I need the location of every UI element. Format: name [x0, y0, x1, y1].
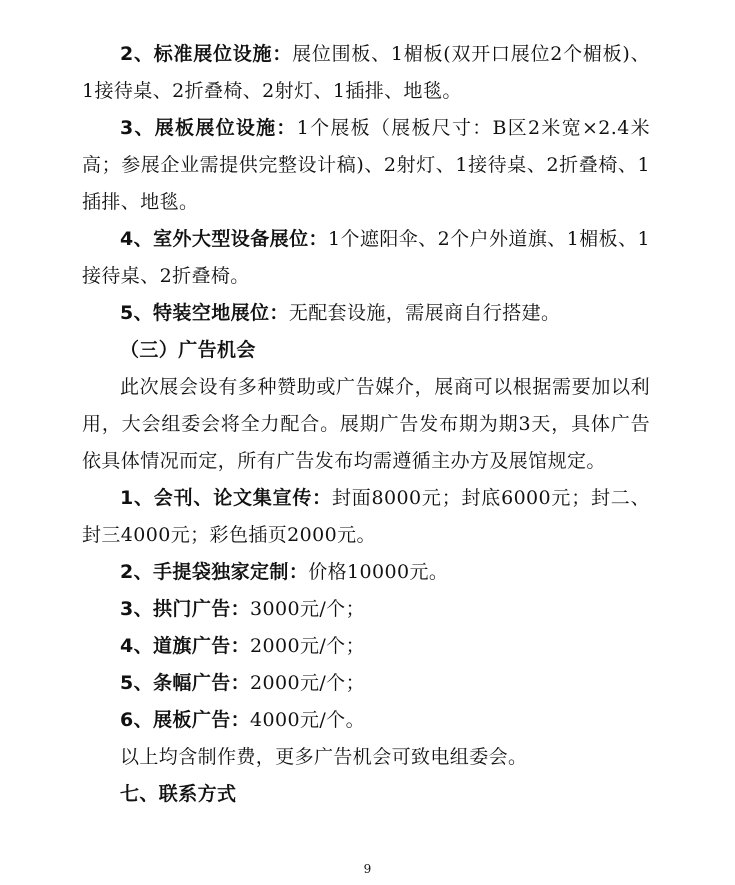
ad-item-3	[82, 591, 650, 628]
ad-item-label: 6、展板广告：	[120, 709, 251, 731]
booth-item-2	[82, 36, 650, 110]
ad-item-text: 价格10000元。	[308, 561, 449, 583]
booth-item-label: 4、室外大型设备展位：	[120, 228, 328, 250]
ad-item-label: 4、道旗广告：	[120, 635, 251, 657]
ad-item-label: 3、拱门广告：	[120, 598, 251, 620]
ad-item-label: 5、条幅广告：	[120, 672, 251, 694]
ad-item-text: 3000元/个；	[250, 598, 365, 620]
document-body	[82, 36, 650, 813]
section-heading-ads: （三）广告机会	[120, 339, 256, 361]
booth-item-text: 无配套设施，需展商自行搭建。	[288, 302, 561, 324]
ad-item-label: 2、手提袋独家定制：	[120, 561, 309, 583]
ad-item-label: 1、会刊、论文集宣传：	[120, 487, 332, 509]
page-number: 9	[363, 862, 372, 876]
ad-item-text: 4000元/个。	[250, 709, 365, 731]
ad-intro-paragraph: 此次展会设有多种赞助或广告媒介，展商可以根据需要加以利用，大会组委会将全力配合。展期广告发布期为期3天，具体广告依具体情况而定，所有广告发布均需遵循主办方及展馆规定。	[82, 376, 650, 472]
booth-item-label: 3、展板展位设施：	[120, 117, 297, 139]
ad-footer-note: 以上均含制作费，更多广告机会可致电组委会。	[120, 746, 528, 768]
ad-item-text: 封面8000元；封底6000元；封二、封三4000元；彩色插页2000元。	[82, 487, 651, 546]
booth-item-text: 1个展板（展板尺寸：B区2米宽×2.4米高；参展企业需提供完整设计稿)、2射灯、1接待桌、2折叠椅、1插排、地毯。	[82, 117, 650, 213]
booth-item-text: 展位围板、1楣板(双开口展位2个楣板)、1接待桌、2折叠椅、2射灯、1插排、地毯。	[82, 43, 650, 102]
section-heading-contact: 七、联系方式	[120, 783, 237, 805]
ad-item-2	[82, 554, 650, 591]
booth-item-label: 2、标准展位设施：	[120, 43, 293, 65]
ad-item-4	[82, 628, 650, 665]
booth-item-5	[82, 295, 650, 332]
ad-item-text: 2000元/个；	[250, 672, 365, 694]
booth-item-4	[82, 221, 650, 295]
booth-item-text: 1个遮阳伞、2个户外道旗、1楣板、1接待桌、2折叠椅。	[82, 228, 651, 287]
booth-item-3	[82, 110, 650, 221]
booth-item-label: 5、特装空地展位：	[120, 302, 289, 324]
ad-item-5	[82, 665, 650, 702]
ad-item-1	[82, 480, 650, 554]
ad-item-6	[82, 702, 650, 739]
ad-item-text: 2000元/个；	[250, 635, 365, 657]
